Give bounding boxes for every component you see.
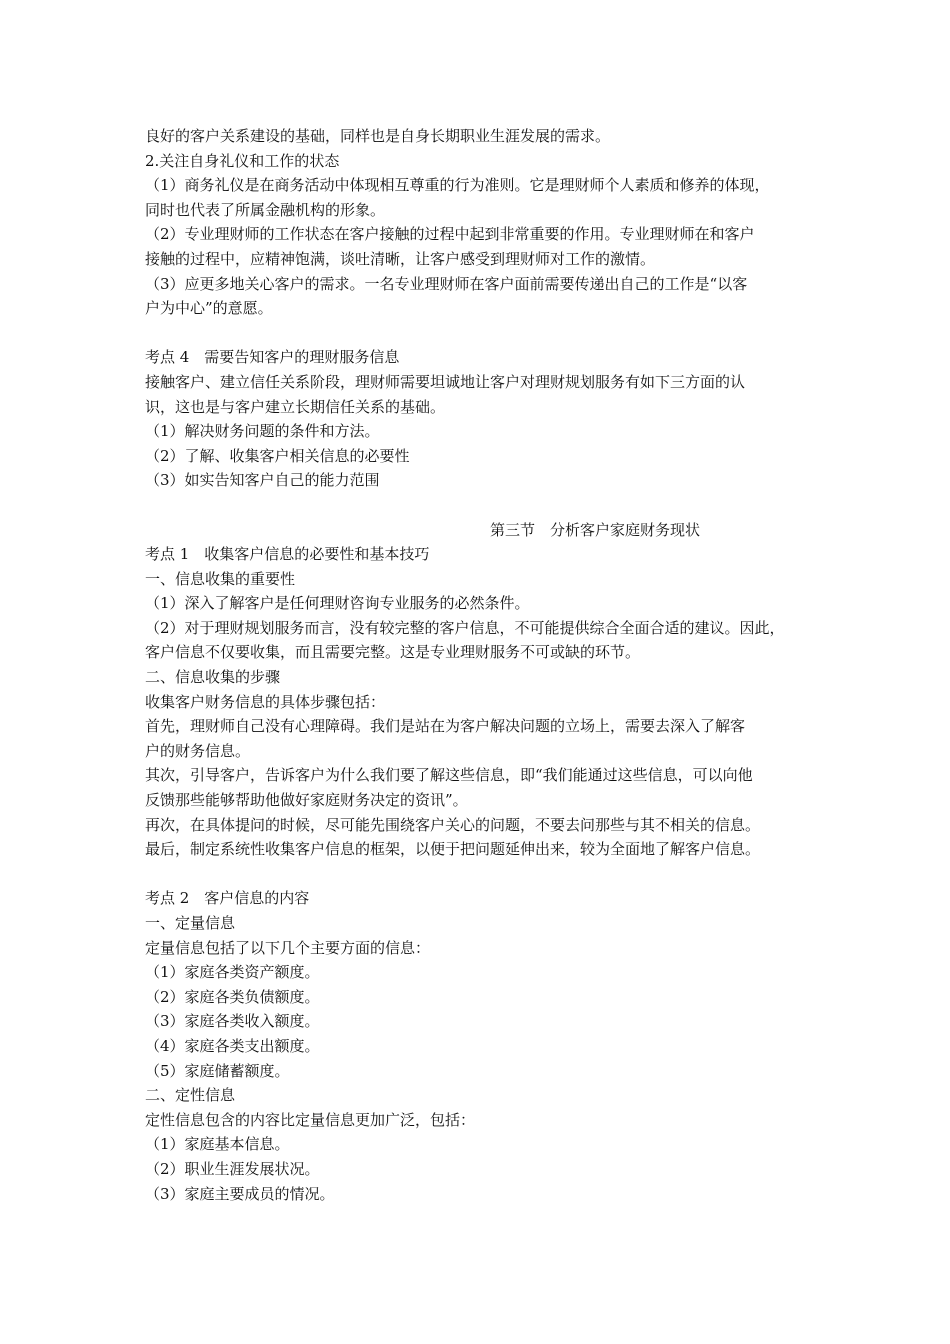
list-item: （1）深入了解客户是任何理财咨询专业服务的必然条件。 <box>145 594 530 613</box>
subsection-heading: 二、定性信息 <box>145 1086 236 1105</box>
list-item: （2）职业生涯发展状况。 <box>145 1159 320 1178</box>
text-line: 定性信息包含的内容比定量信息更加广泛，包括： <box>145 1110 476 1129</box>
list-item: （1）解决财务问题的条件和方法。 <box>145 422 380 441</box>
list-item: （1）家庭各类资产额度。 <box>145 963 320 982</box>
section-client-info-content <box>145 886 810 1206</box>
text-line: 最后，制定系统性收集客户信息的框架，以便于把问题延伸出来，较为全面地了解客户信息。 <box>145 840 761 859</box>
text-line: 定量信息包括了以下几个主要方面的信息： <box>145 938 431 957</box>
list-item: （3）家庭主要成员的情况。 <box>145 1184 335 1203</box>
chapter-title: 第三节 分析客户家庭财务现状 <box>489 520 700 539</box>
text-line: （2）对于理财规划服务而言，没有较完整的客户信息，不可能提供综合全面合适的建议。因此， <box>145 618 785 637</box>
text-line: （3）应更多地关心客户的需求。一名专业理财师在客户面前需要传递出自己的工作是“以客 <box>145 274 748 293</box>
text-line: 识，这也是与客户建立长期信任关系的基础。 <box>145 397 446 416</box>
exam-point-heading: 考点 1 收集客户信息的必要性和基本技巧 <box>145 545 430 564</box>
text-line: 再次，在具体提问的时候，尽可能先围绕客户关心的问题，不要去问那些与其不相关的信息。 <box>145 815 761 834</box>
text-line: 收集客户财务信息的具体步骤包括： <box>145 692 386 711</box>
document-body <box>145 124 810 1206</box>
exam-point-heading: 考点 4 需要告知客户的理财服务信息 <box>145 348 400 367</box>
section-etiquette <box>145 124 810 321</box>
list-item: （1）家庭基本信息。 <box>145 1135 290 1154</box>
list-item: （2）家庭各类负债额度。 <box>145 987 320 1006</box>
section-service-info <box>145 345 810 493</box>
subsection-heading: 2.关注自身礼仪和工作的状态 <box>145 151 340 170</box>
text-line: 同时也代表了所属金融机构的形象。 <box>145 200 386 219</box>
list-item: （3）家庭各类收入额度。 <box>145 1012 320 1031</box>
text-line: 良好的客户关系建设的基础，同样也是自身长期职业生涯发展的需求。 <box>145 127 611 145</box>
text-line: （1）商务礼仪是在商务活动中体现相互尊重的行为准则。它是理财师个人素质和修养的体现， <box>145 176 770 195</box>
subsection-heading: 一、信息收集的重要性 <box>145 569 296 588</box>
blank-line <box>145 493 810 518</box>
text-line: 户为中心”的意愿。 <box>145 299 273 318</box>
list-item: （4）家庭各类支出额度。 <box>145 1036 320 1055</box>
text-line: 首先，理财师自己没有心理障碍。我们是站在为客户解决问题的立场上，需要去深入了解客 <box>145 717 746 736</box>
list-item: （5）家庭储蓄额度。 <box>145 1061 290 1080</box>
text-line: 其次，引导客户，告诉客户为什么我们要了解这些信息，即“我们能通过这些信息，可以向他 <box>145 766 753 785</box>
text-line: 接触客户、建立信任关系阶段，理财师需要坦诚地让客户对理财规划服务有如下三方面的认 <box>145 372 746 391</box>
list-item: （3）如实告知客户自己的能力范围 <box>145 471 380 490</box>
exam-point-heading: 考点 2 客户信息的内容 <box>145 889 310 908</box>
text-line: 反馈那些能够帮助他做好家庭财务决定的资讯”。 <box>145 791 468 810</box>
subsection-heading: 一、定量信息 <box>145 914 236 932</box>
blank-line <box>145 321 810 346</box>
text-line: 接触的过程中，应精神饱满，谈吐清晰，让客户感受到理财师对工作的激情。 <box>145 249 656 268</box>
section-chapter-three <box>145 518 810 862</box>
subsection-heading: 二、信息收集的步骤 <box>145 668 281 687</box>
text-line: 客户信息不仅要收集，而且需要完整。这是专业理财服务不可或缺的环节。 <box>145 643 641 662</box>
list-item: （2）了解、收集客户相关信息的必要性 <box>145 446 410 465</box>
blank-line <box>145 862 810 887</box>
text-line: （2）专业理财师的工作状态在客户接触的过程中起到非常重要的作用。专业理财师在和客户 <box>145 225 755 244</box>
text-line: 户的财务信息。 <box>145 741 251 760</box>
